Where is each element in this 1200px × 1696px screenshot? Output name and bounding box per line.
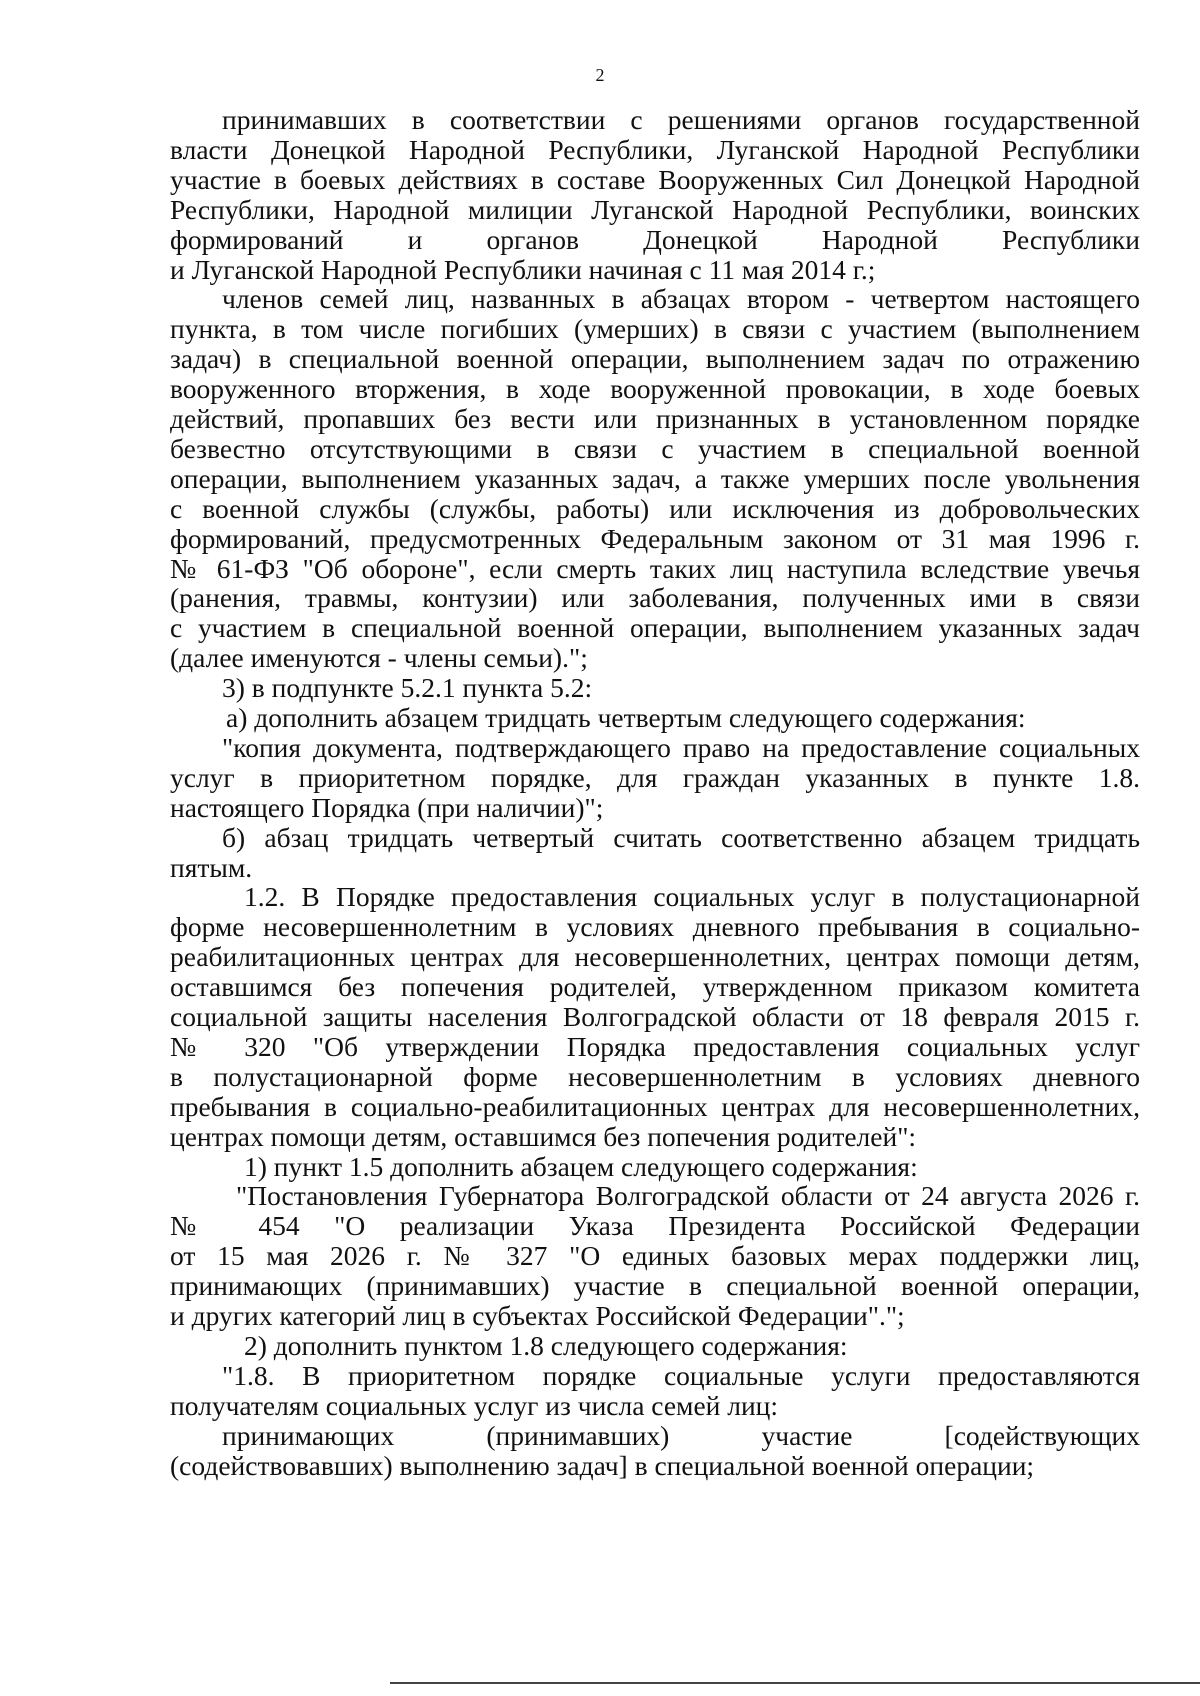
text-line: социальной защиты населения Волгоградской области от 18 февраля 2015 г.: [170, 1001, 1140, 1032]
text-line: № 454 "О реализации Указа Президента Российской Федерации: [170, 1210, 1140, 1242]
text-line: 3) в подпункте 5.2.1 пункта 5.2:: [222, 672, 593, 704]
text-line: "копия документа, подтверждающего право на предоставление социальных: [222, 731, 1140, 763]
text-line: принимавших в соответствии с решениями органов государственной: [222, 104, 1140, 135]
text-line: 1) пункт 1.5 дополнить абзацем следующего содержания:: [244, 1150, 918, 1182]
text-line: форме несовершеннолетним в условиях дневного пребывания в социально-: [170, 911, 1140, 943]
text-line: формирований и органов Донецкой Народной Республики: [170, 223, 1140, 255]
text-line: задач) в специальной военной операции, выполнением задач по отражению: [170, 343, 1140, 375]
text-line: действий, пропавших без вести или признанных в установленном порядке: [170, 403, 1140, 434]
text-line: оставшимся без попечения родителей, утвержденном приказом комитета: [170, 971, 1140, 1003]
text-line: с военной службы (службы, работы) или исключения из добровольческих: [170, 492, 1140, 524]
text-line: № 320 "Об утверждении Порядка предоставления социальных услуг: [170, 1030, 1140, 1062]
text-line: "1.8. В приоритетном порядке социальные услуги предоставляются: [222, 1359, 1140, 1391]
text-line: и других категорий лиц в субъектах Российской Федерации".";: [170, 1300, 905, 1331]
text-line: членов семей лиц, названных в абзацах втором - четвертом настоящего: [222, 283, 1140, 315]
text-line: 2) дополнить пунктом 1.8 следующего содержания:: [244, 1329, 848, 1361]
text-line: Республики, Народной милиции Луганской Народной Республики, воинских: [170, 193, 1140, 225]
text-line: (содействовавших) выполнению задач] в специальной военной операции;: [170, 1449, 1035, 1481]
text-line: вооруженного вторжения, в ходе вооруженной провокации, в ходе боевых: [170, 373, 1140, 405]
text-line: центрах помощи детям, оставшимся без попечения родителей":: [170, 1120, 917, 1152]
text-line: а) дополнить абзацем тридцать четвертым следующего содержания:: [226, 702, 1026, 733]
text-line: принимающих (принимавших) участие [содействующих: [222, 1419, 1140, 1451]
text-line: (ранения, травмы, контузии) или заболевания, полученных ими в связи: [170, 582, 1140, 614]
text-line: № 61-ФЗ "Об обороне", если смерть таких лиц наступила вследствие увечья: [170, 552, 1140, 584]
text-line: услуг в приоритетном порядке, для граждан указанных в пункте 1.8.: [170, 761, 1140, 793]
text-line: получателям социальных услуг из числа семей лиц:: [170, 1389, 779, 1421]
page-number: 2: [595, 65, 605, 85]
text-line: участие в боевых действиях в составе Вооруженных Сил Донецкой Народной: [170, 163, 1140, 195]
text-line: 1.2. В Порядке предоставления социальных услуг в полустационарной: [244, 881, 1140, 913]
text-line: настоящего Порядка (при наличии)";: [170, 791, 604, 823]
text-line: б) абзац тридцать четвертый считать соответственно абзацем тридцать: [222, 821, 1140, 853]
text-line: пятым.: [170, 851, 253, 883]
text-line: принимающих (принимавших) участие в специальной военной операции,: [170, 1270, 1140, 1302]
text-line: операции, выполнением указанных задач, а также умерших после увольнения: [170, 462, 1140, 494]
text-line: в полустационарной форме несовершеннолетним в условиях дневного: [170, 1060, 1140, 1092]
text-line: (далее именуются - члены семьи).";: [170, 642, 588, 674]
text-line: пребывания в социально-реабилитационных центрах для несовершеннолетних,: [170, 1090, 1140, 1122]
text-line: безвестно отсутствующими в связи с участием в специальной военной: [170, 432, 1140, 464]
text-line: с участием в специальной военной операции, выполнением указанных задач: [170, 612, 1140, 644]
text-line: и Луганской Народной Республики начиная с 11 мая 2014 г.;: [170, 253, 876, 285]
text-line: от 15 мая 2026 г. № 327 "О единых базовых мерах поддержки лиц,: [170, 1240, 1140, 1272]
text-line: "Постановления Губернатора Волгоградской области от 24 августа 2026 г.: [236, 1180, 1140, 1212]
text-line: пункта, в том числе погибших (умерших) в связи с участием (выполнением: [170, 313, 1140, 345]
footer-rule: [390, 1682, 1200, 1684]
text-line: реабилитационных центрах для несовершеннолетних, центрах помощи детям,: [170, 941, 1140, 973]
text-line: власти Донецкой Народной Республики, Луганской Народной Республики: [170, 133, 1140, 165]
text-line: формирований, предусмотренных Федеральным законом от 31 мая 1996 г.: [170, 522, 1140, 554]
